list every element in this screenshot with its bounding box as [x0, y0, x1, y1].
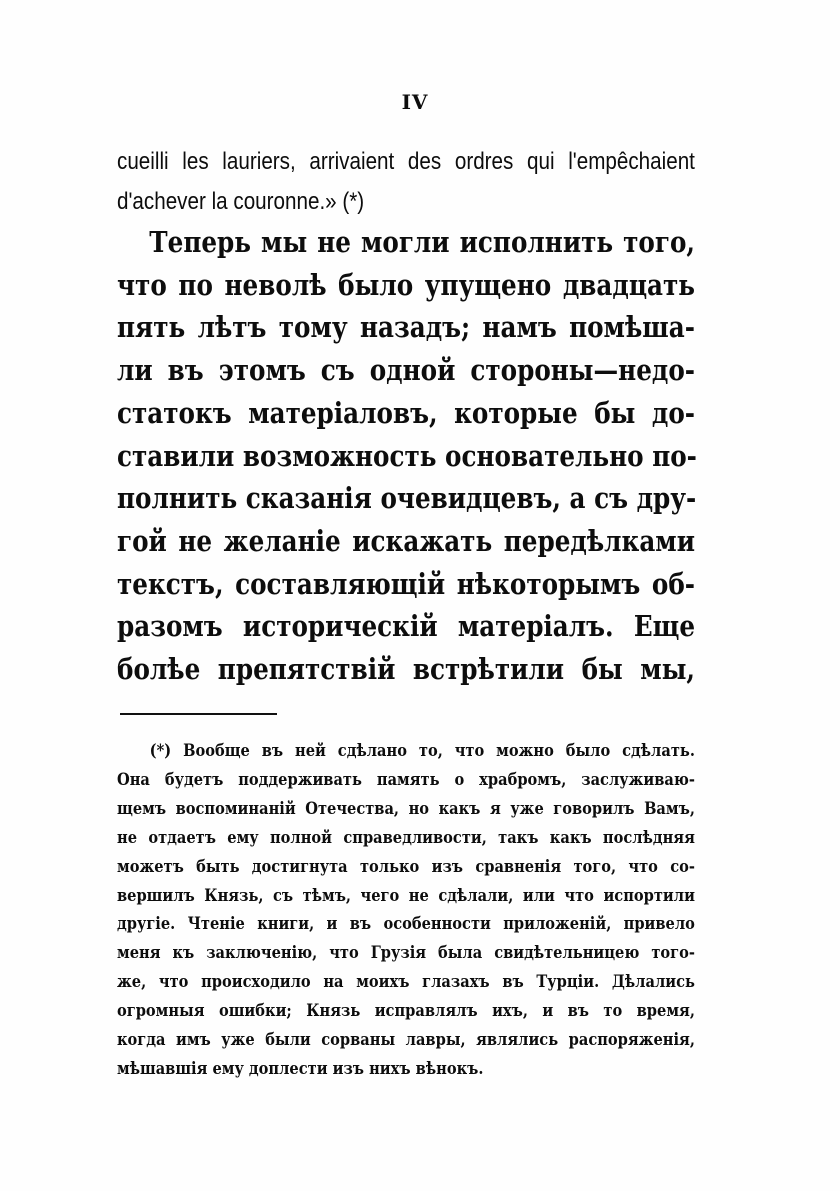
text-line: вершилъ Князь, съ тѣмъ, чего не сдѣлали, или что испортили — [117, 885, 695, 906]
text-line: текстъ, составляющій нѣкоторымъ об- — [117, 566, 695, 601]
text-line: статокъ матеріаловъ, которые бы до- — [117, 395, 695, 430]
text-line: когда имъ уже были сорваны лавры, являлись распоряженія, — [117, 1030, 695, 1051]
text-line: болѣе препятствій встрѣтили бы мы, — [117, 652, 695, 687]
page-number: IV — [401, 90, 429, 114]
main-paragraph — [117, 221, 695, 691]
text-line: что по неволѣ было упущено двадцать — [117, 267, 695, 302]
text-line: d'achever la couronne.» (*) — [117, 188, 365, 215]
text-line: пять лѣтъ тому назадъ; намъ помѣша- — [117, 310, 695, 345]
text-line: не отдаетъ ему полной справедливости, такъ какъ послѣдняя — [117, 827, 695, 848]
text-line: другіе. Чтеніе книги, и въ особенности приложеній, привело — [117, 914, 695, 935]
text-line: cueilli les lauriers, arrivaient des ordres qui l'empêchaient — [117, 148, 695, 175]
text-line: можетъ быть достигнута только изъ сравненія того, что со- — [117, 856, 695, 877]
text-line: ставили возможность основательно по- — [117, 438, 697, 473]
text-line: мѣшавшія ему доплести изъ нихъ вѣнокъ. — [117, 1058, 484, 1079]
text-line: же, что происходило на моихъ глазахъ въ Турціи. Дѣлались — [117, 972, 695, 993]
text-line: меня къ заключенію, что Грузія была свидѣтельницею того- — [117, 943, 695, 964]
french-quote-continuation — [117, 142, 695, 222]
text-line: гой не желаніе искажать передѣлками — [117, 523, 695, 558]
text-line: (*) Вообще въ ней сдѣлано то, что можно было сдѣлать. — [149, 741, 695, 761]
text-line: ли въ этомъ съ одной стороны—недо- — [117, 353, 695, 388]
text-line: разомъ историческій матеріалъ. Еще — [117, 609, 695, 644]
footnote-divider — [120, 713, 277, 715]
text-line: Теперь мы не могли исполнить того, — [149, 225, 696, 259]
text-line: огромныя ошибки; Князь исправлялъ ихъ, и въ то время, — [117, 1001, 695, 1022]
text-line: полнить сказанія очевидцевъ, а съ дру- — [117, 481, 697, 516]
footnote — [117, 737, 695, 1084]
text-line: Она будетъ поддерживать память о храбромъ, заслуживаю- — [117, 769, 695, 790]
text-line: щемъ воспоминаній Отечества, но какъ я уже говорилъ Вамъ, — [117, 798, 695, 819]
